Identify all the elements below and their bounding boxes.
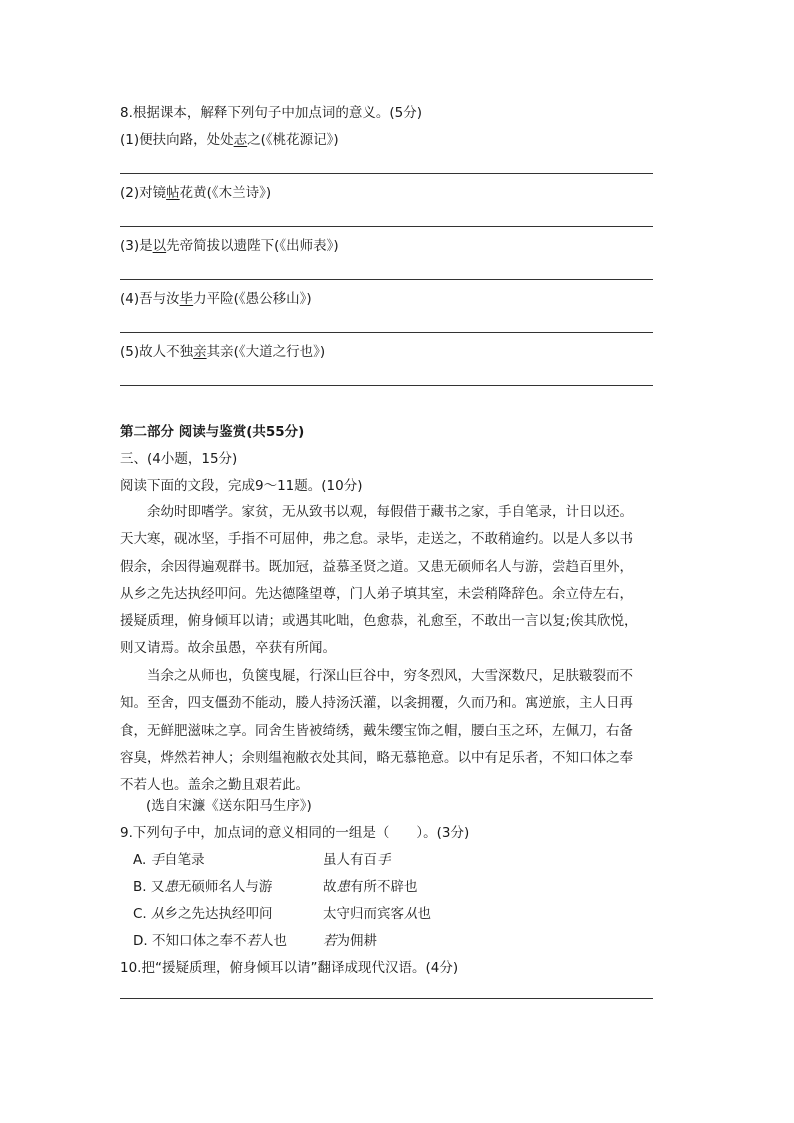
- option-right-text: 为佣耕: [336, 933, 377, 949]
- q8-title: 8.根据课本，解释下列句子中加点词的意义。(5分): [120, 105, 423, 121]
- option-right-key: 若: [323, 933, 337, 949]
- passage-line: 知。至舍，四支僵劲不能动，媵人持汤沃灌，以衾拥覆，久而乃和。寓逆旅，主人日再: [120, 695, 633, 712]
- option-left-text: 又: [150, 879, 165, 895]
- q8-item-3-post: 先帝简拔以遗陛下(《出师表》): [166, 238, 339, 254]
- q8-item-4: [120, 289, 312, 309]
- q8-item-1: [120, 130, 339, 150]
- q9-option-c[interactable]: [133, 904, 273, 924]
- answer-line-q10[interactable]: [120, 998, 653, 999]
- option-left-text: 无硕师名人与游: [177, 879, 273, 895]
- q9-option-b[interactable]: [133, 877, 272, 897]
- answer-line-3[interactable]: [120, 279, 653, 280]
- answer-line-4[interactable]: [120, 332, 653, 333]
- passage-line: 食，无鲜肥滋味之享。同舍生皆被绮绣，戴朱缨宝饰之帽，腰白玉之环，左佩刀，右备: [120, 722, 633, 739]
- q10-title: 10.把“援疑质理，俯身倾耳以请”翻译成现代汉语。(4分): [120, 960, 459, 976]
- section-three: 三、(4小题，15分): [120, 451, 238, 467]
- q9-option-d-right: [323, 931, 377, 951]
- reading-intro: 阅读下面的文段，完成9～11题。(10分): [120, 478, 363, 494]
- answer-line-5[interactable]: [120, 385, 653, 386]
- passage-line: 援疑质理，俯身倾耳以请；或遇其叱咄，色愈恭，礼愈至，不敢出一言以复;俟其欣悦，: [120, 613, 638, 630]
- q8-item-2-post: 花黄(《木兰诗》): [179, 185, 272, 201]
- answer-line-2[interactable]: [120, 226, 653, 227]
- q8-item-5-post: 其亲(《大道之行也》): [206, 344, 326, 360]
- option-right-key: 患: [336, 879, 350, 895]
- option-letter: D.: [133, 933, 148, 949]
- q8-item-4-key: 毕: [179, 291, 194, 307]
- option-letter: B.: [133, 879, 147, 895]
- q9-option-d[interactable]: [133, 931, 287, 951]
- option-right-text: 太守归而宾客: [323, 906, 404, 922]
- q8-item-5-key: 亲: [193, 344, 207, 360]
- q8-item-1-key: 志: [233, 132, 248, 148]
- option-right-key: 从: [404, 906, 418, 922]
- option-letter: A.: [133, 852, 147, 868]
- passage-line: 当余之从师也，负箧曳屣，行深山巨谷中，穷冬烈风，大雪深数尺，足肤皲裂而不: [120, 668, 633, 684]
- option-left-key: 若: [246, 933, 260, 949]
- q9-option-a-right: [323, 850, 391, 870]
- q8-item-3: [120, 236, 339, 256]
- q9-option-b-right: [323, 877, 418, 897]
- passage-source: (选自宋濂《送东阳马生序》): [146, 798, 312, 814]
- option-right-text: 虽人有百: [323, 852, 377, 868]
- answer-line-1[interactable]: [120, 173, 653, 174]
- q8-item-3-key: 以: [152, 238, 167, 254]
- passage-line: 则又请焉。故余虽愚，卒获有所闻。: [120, 640, 336, 657]
- option-right-text: 有所不辟也: [350, 879, 418, 895]
- q8-item-2-pre: (2)对镜: [120, 185, 167, 201]
- option-left-key: 手: [150, 852, 165, 868]
- option-left-text: 不知口体之奉不: [151, 933, 247, 949]
- q8-item-2-key: 帖: [166, 185, 180, 201]
- q8-item-4-pre: (4)吾与汝: [120, 291, 180, 307]
- option-right-text: 也: [417, 906, 431, 922]
- q8-item-2: [120, 183, 271, 203]
- passage-line: 容臭，烨然若神人；余则缊袍敝衣处其间，略无慕艳意。以中有足乐者，不知口体之奉: [120, 749, 633, 766]
- q8-item-5: [120, 342, 325, 362]
- option-left-text: 自笔录: [164, 852, 205, 868]
- q9-option-c-right: [323, 904, 431, 924]
- q8-item-1-post: 之(《桃花源记》): [247, 132, 339, 148]
- passage-line: 天大寒，砚冰坚，手指不可屈伸，弗之怠。录毕，走送之，不敢稍逾约。以是人多以书: [120, 531, 633, 548]
- passage-line: 假余，余因得遍观群书。既加冠，益慕圣贤之道。又患无硕师名人与游，尝趋百里外，: [120, 558, 633, 575]
- q9-title: 9.下列句子中，加点词的意义相同的一组是（ ）。(3分): [120, 825, 470, 841]
- passage-line: 不若人也。盖余之勤且艰若此。: [120, 777, 309, 794]
- option-left-key: 患: [164, 879, 178, 895]
- option-right-key: 手: [377, 852, 391, 868]
- option-left-text: 乡之先达执经叩问: [164, 906, 273, 922]
- q8-item-5-pre: (5)故人不独: [120, 344, 194, 360]
- option-left-key: 从: [151, 906, 165, 922]
- part2-heading: 第二部分 阅读与鉴赏(共55分): [120, 424, 305, 440]
- option-right-text: 故: [323, 879, 337, 895]
- q8-item-4-post: 力平险(《愚公移山》): [193, 291, 312, 307]
- passage-line: 从乡之先达执经叩问。先达德隆望尊，门人弟子填其室，未尝稍降辞色。余立侍左右，: [120, 585, 633, 602]
- q9-option-a[interactable]: [133, 850, 205, 870]
- passage-paragraph-2: [120, 663, 654, 799]
- option-letter: C.: [133, 906, 147, 922]
- q8-item-3-pre: (3)是: [120, 238, 153, 254]
- passage-paragraph-1: [120, 499, 654, 663]
- option-left-text: 人也: [259, 933, 287, 949]
- passage-line: 余幼时即嗜学。家贫，无从致书以观，每假借于藏书之家，手自笔录，计日以还。: [120, 504, 633, 520]
- q8-item-1-pre: (1)便扶向路，处处: [120, 132, 234, 148]
